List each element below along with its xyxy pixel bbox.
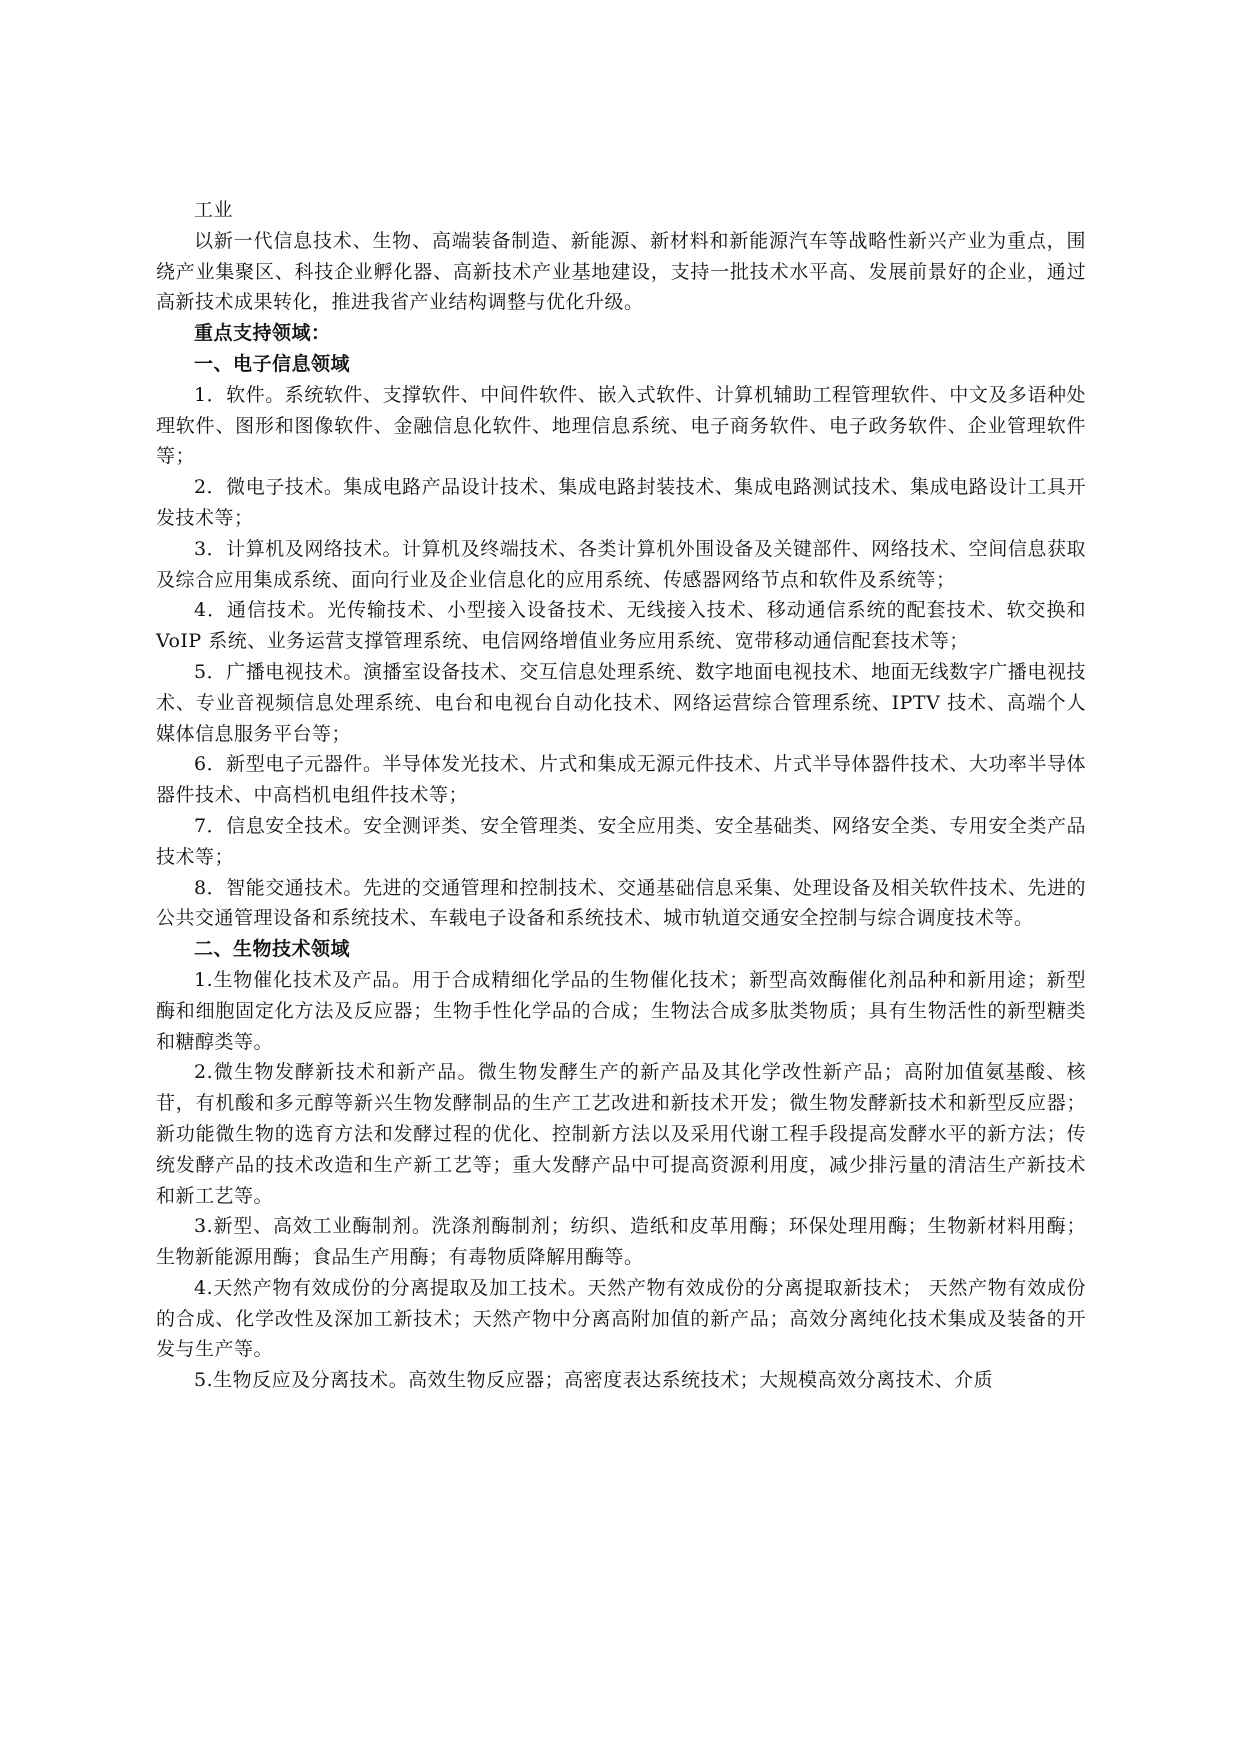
intro-paragraph: 以新一代信息技术、生物、高端装备制造、新能源、新材料和新能源汽车等战略性新兴产业为重点，围绕产业集聚区、科技企业孵化器、高新技术产业基地建设，支持一批技术水平高、发展前景好的企业，通过高新技术成果转化，推进我省产业结构调整与优化升级。 (156, 229, 1086, 314)
list-item: 4.天然产物有效成份的分离提取及加工技术。天然产物有效成份的分离提取新技术； 天然产物有效成份的合成、化学改性及深加工新技术；天然产物中分离高附加值的新产品；高效分离纯化技术集成及装备的开发与生产等。 (156, 1276, 1086, 1361)
list-item: 7．信息安全技术。安全测评类、安全管理类、安全应用类、安全基础类、网络安全类、专用安全类产品技术等； (156, 814, 1086, 868)
section-title: 工业 (194, 199, 234, 221)
field-heading-electronics: 一、电子信息领域 (194, 352, 351, 375)
list-item: 1．软件。系统软件、支撑软件、中间件软件、嵌入式软件、计算机辅助工程管理软件、中文及多语种处理软件、图形和图像软件、金融信息化软件、地理信息系统、电子商务软件、电子政务软件、企业管理软件等； (156, 383, 1086, 468)
document-page (156, 195, 1086, 1396)
list-item: 1.生物催化技术及产品。用于合成精细化学品的生物催化技术；新型高效酶催化剂品种和新用途；新型酶和细胞固定化方法及反应器；生物手性化学品的合成；生物法合成多肽类物质；具有生物活性的新型糖类和糖醇类等。 (156, 968, 1086, 1053)
list-item: 3．计算机及网络技术。计算机及终端技术、各类计算机外围设备及关键部件、网络技术、空间信息获取及综合应用集成系统、面向行业及企业信息化的应用系统、传感器网络节点和软件及系统等； (156, 537, 1086, 591)
list-item: 2.微生物发酵新技术和新产品。微生物发酵生产的新产品及其化学改性新产品；高附加值氨基酸、核苷，有机酸和多元醇等新兴生物发酵制品的生产工艺改进和新技术开发；微生物发酵新技术和新型反应器；新功能微生物的选育方法和发酵过程的优化、控制新方法以及采用代谢工程手段提高发酵水平的新方法；传统发酵产品的技术改造和生产新工艺等；重大发酵产品中可提高资源利用度，减少排污量的清洁生产新技术和新工艺等。 (156, 1061, 1086, 1207)
list-item: 5.生物反应及分离技术。高效生物反应器；高密度表达系统技术；大规模高效分离技术、介质 (194, 1369, 994, 1392)
list-item: 5．广播电视技术。演播室设备技术、交互信息处理系统、数字地面电视技术、地面无线数字广播电视技术、专业音视频信息处理系统、电台和电视台自动化技术、网络运营综合管理系统、IPTV 技术、高端个人媒体信息服务平台等； (156, 660, 1086, 745)
field-heading-biotech: 二、生物技术领域 (194, 938, 351, 961)
list-item: 3.新型、高效工业酶制剂。洗涤剂酶制剂；纺织、造纸和皮革用酶；环保处理用酶；生物新材料用酶；生物新能源用酶；食品生产用酶；有毒物质降解用酶等。 (156, 1215, 1086, 1269)
list-item: 4．通信技术。光传输技术、小型接入设备技术、无线接入技术、移动通信系统的配套技术、软交换和 VoIP 系统、业务运营支撑管理系统、电信网络增值业务应用系统、宽带移动通信配套技术等； (156, 599, 1086, 653)
list-item: 8．智能交通技术。先进的交通管理和控制技术、交通基础信息采集、处理设备及相关软件技术、先进的公共交通管理设备和系统技术、车载电子设备和系统技术、城市轨道交通安全控制与综合调度技术等。 (156, 876, 1086, 930)
focus-heading: 重点支持领域： (194, 322, 331, 345)
list-item: 2．微电子技术。集成电路产品设计技术、集成电路封装技术、集成电路测试技术、集成电路设计工具开发技术等； (156, 476, 1086, 529)
list-item: 6．新型电子元器件。半导体发光技术、片式和集成无源元件技术、片式半导体器件技术、大功率半导体器件技术、中高档机电组件技术等； (156, 753, 1086, 807)
